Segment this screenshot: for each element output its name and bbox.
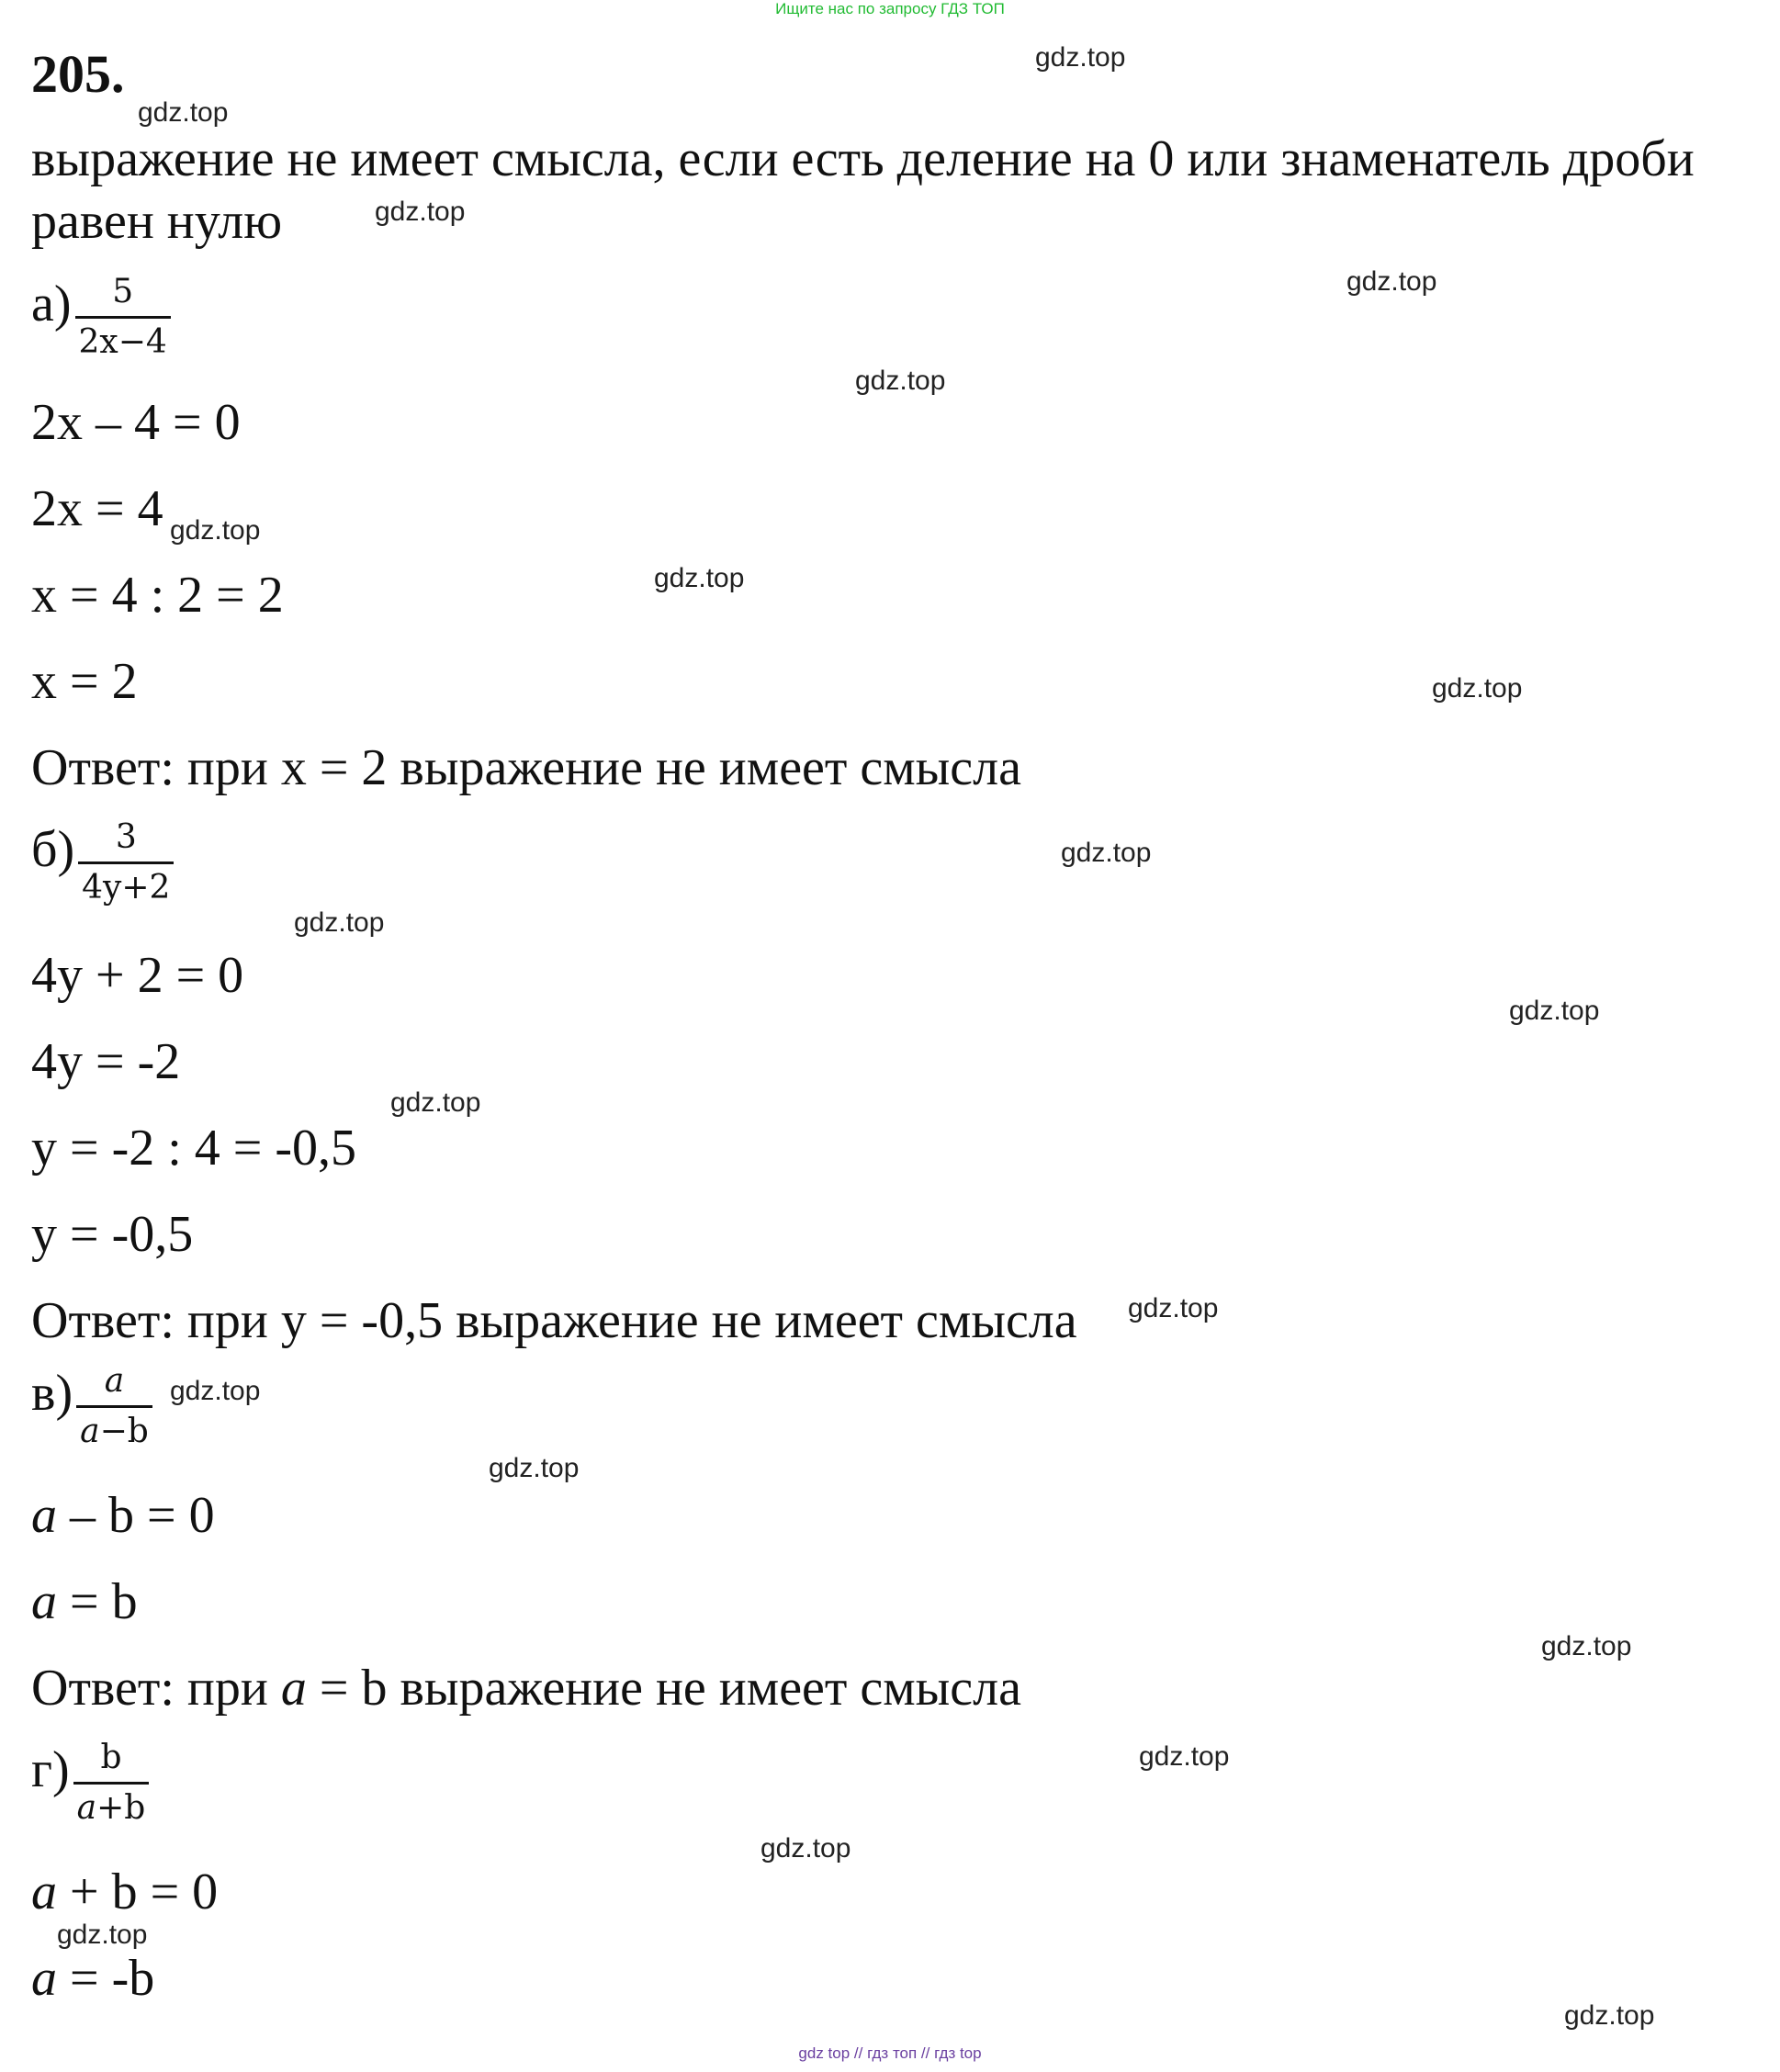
watermark: gdz.top (138, 97, 229, 128)
part-v-answer-pre: Ответ: при (31, 1660, 281, 1717)
footer: gdz top // гдз топ // гдз top (798, 2044, 982, 2062)
part-b-denominator: 4y+2 (78, 861, 174, 906)
part-b-line-3: y = -2 : 4 = -0,5 (31, 1120, 357, 1177)
part-b-line-2: 4y = -2 (31, 1033, 181, 1090)
watermark: gdz.top (1139, 1741, 1230, 1772)
part-b-answer: Ответ: при y = -0,5 выражение не имеет смысла (31, 1292, 1077, 1349)
part-g-line-1-var: a (31, 1864, 57, 1920)
part-v-line-2-var: a (31, 1573, 57, 1630)
part-a-line-3: x = 4 : 2 = 2 (31, 567, 284, 624)
watermark: gdz.top (1128, 1293, 1219, 1323)
part-v-den-rest: −b (99, 1412, 149, 1450)
part-g-line-1-rest: + b = 0 (57, 1864, 219, 1920)
watermark: gdz.top (294, 907, 385, 938)
part-v-answer-post: = b выражение не имеет смысла (306, 1660, 1021, 1717)
part-v-answer (31, 1660, 1021, 1717)
part-g-label: г) (31, 1740, 70, 1798)
part-b-label: б) (31, 820, 75, 878)
part-b-line-4: y = -0,5 (31, 1206, 194, 1263)
part-v-numerator: a (104, 1362, 125, 1400)
watermark: gdz.top (1061, 838, 1152, 868)
part-g-line-2-rest: = -b (57, 1950, 155, 2007)
part-g-fraction (73, 1740, 150, 1826)
watermark: gdz.top (170, 1376, 261, 1406)
part-v-fraction (76, 1363, 152, 1449)
part-g-line-1 (31, 1866, 218, 1918)
part-v-line-1 (31, 1487, 215, 1544)
part-v-den-var: a (80, 1412, 100, 1450)
part-g-denominator (73, 1782, 150, 1827)
watermark: gdz.top (1509, 996, 1600, 1026)
watermark: gdz.top (855, 366, 946, 396)
watermark: gdz.top (170, 515, 261, 546)
part-a-label: а) (31, 275, 72, 332)
part-a-line-4: x = 2 (31, 653, 138, 710)
part-v-line-2 (31, 1573, 138, 1630)
part-v-denominator (76, 1405, 152, 1450)
part-v-line-2-rest: = b (57, 1573, 138, 1630)
part-b-header (31, 819, 174, 906)
watermark: gdz.top (1541, 1631, 1632, 1661)
watermark: gdz.top (375, 197, 466, 227)
part-v-line-1-rest: – b = 0 (57, 1487, 215, 1544)
part-b-line-1: 4y + 2 = 0 (31, 947, 244, 1004)
part-g-den-rest: +b (96, 1788, 146, 1827)
part-a-fraction (75, 274, 171, 360)
top-banner: Ищите нас по запросу ГДЗ ТОП (775, 0, 1005, 17)
part-v-answer-var: a (280, 1660, 307, 1717)
part-g-header (31, 1740, 149, 1826)
intro-line-2: равен нулю (31, 193, 283, 250)
intro-line-1: выражение не имеет смысла, если есть деление на 0 или знаменатель дроби (31, 130, 1695, 187)
part-a-line-2: 2x = 4 (31, 480, 163, 537)
watermark: gdz.top (1432, 673, 1523, 704)
part-g-den-var: a (76, 1788, 97, 1827)
part-a-denominator: 2x−4 (75, 316, 171, 361)
part-v-header (31, 1363, 152, 1449)
part-a-header (31, 274, 171, 360)
part-a-numerator: 5 (112, 273, 134, 310)
part-g-line-2-var: a (31, 1950, 57, 2007)
part-a-line-1: 2x – 4 = 0 (31, 394, 241, 451)
problem-number: 205. (31, 44, 125, 104)
part-v-line-1-var: a (31, 1487, 57, 1544)
watermark: gdz.top (760, 1833, 851, 1864)
watermark: gdz.top (489, 1453, 580, 1483)
watermark: gdz.top (1564, 2000, 1655, 2031)
part-b-fraction (78, 819, 174, 906)
part-g-numerator: b (100, 1739, 122, 1776)
watermark: gdz.top (1346, 266, 1437, 297)
watermark: gdz.top (654, 563, 745, 593)
part-b-numerator: 3 (115, 818, 137, 856)
part-v-label: в) (31, 1364, 73, 1422)
part-a-answer: Ответ: при x = 2 выражение не имеет смысла (31, 739, 1021, 796)
watermark: gdz.top (57, 1920, 148, 1950)
watermark: gdz.top (1035, 42, 1126, 73)
part-g-line-2 (31, 1950, 155, 2007)
watermark: gdz.top (390, 1087, 481, 1118)
